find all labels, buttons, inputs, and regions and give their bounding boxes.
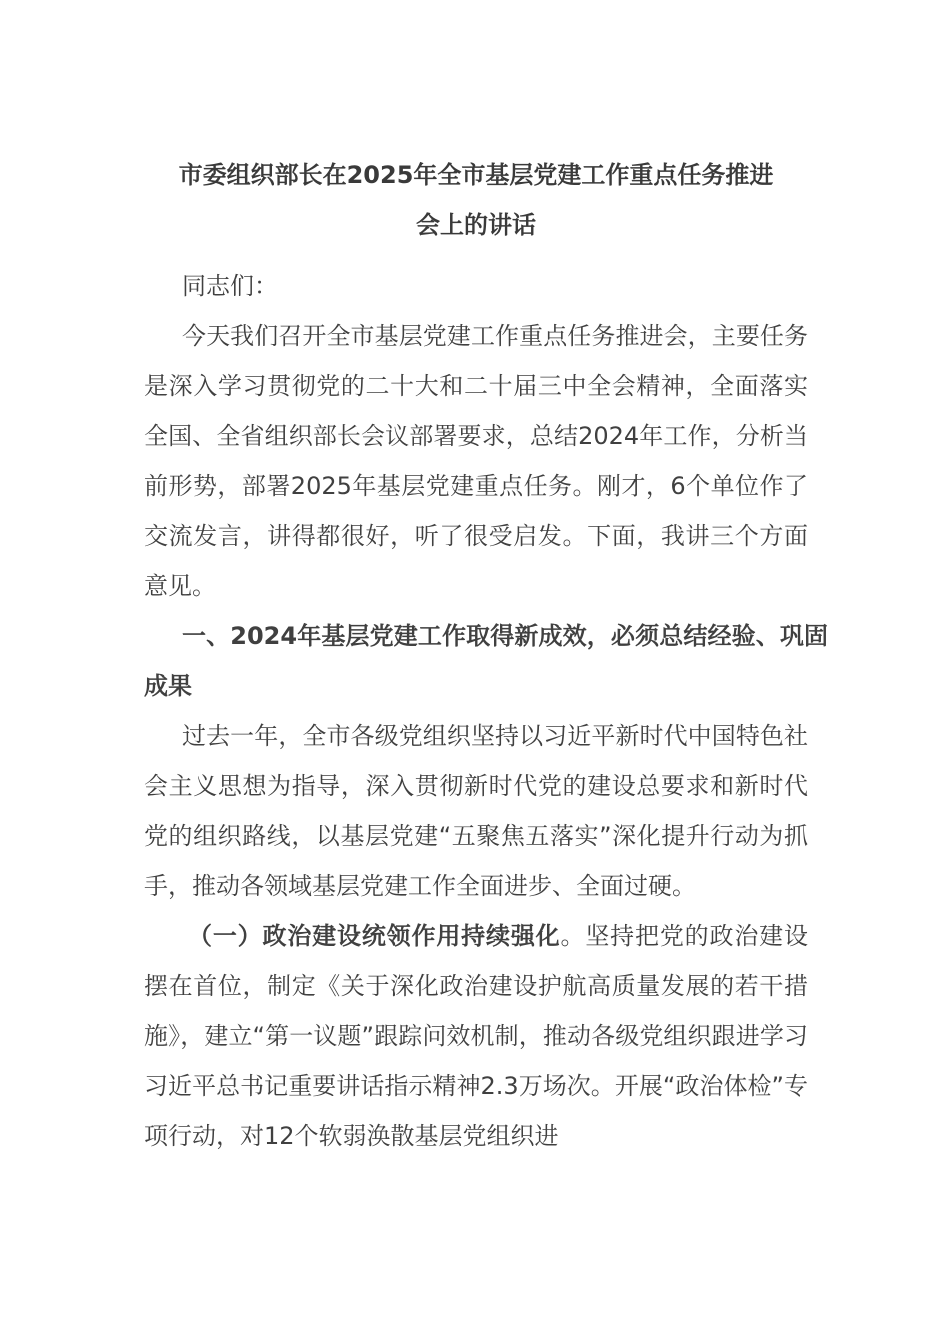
intro-paragraph: 今天我们召开全市基层党建工作重点任务推进会，主要任务是深入学习贯彻党的二十大和二十届三中全会精神，全面落实全国、全省组织部长会议部署要求，总结2024年工作，分析当前形势，部署2025年基层党建重点任务。刚才，6个单位作了交流发言，讲得都很好，听了很受启发。下面，我讲三个方面意见。 xyxy=(144,322,808,600)
subsection-1-heading: （一）政治建设统领作用持续强化 xyxy=(188,922,561,950)
document-title xyxy=(134,150,818,250)
title-line-2: 会上的讲话 xyxy=(416,211,536,239)
title-line-1: 市委组织部长在2025年全市基层党建工作重点任务推进 xyxy=(178,161,774,189)
section-1-paragraph: 过去一年，全市各级党组织坚持以习近平新时代中国特色社会主义思想为指导，深入贯彻新时代党的建设总要求和新时代党的组织路线，以基层党建“五聚焦五落实”深化提升行动为抓手，推动各领域基层党建工作全面进步、全面过硬。 xyxy=(144,722,808,900)
section-1-heading: 一、2024年基层党建工作取得新成效，必须总结经验、巩固成果 xyxy=(144,622,828,700)
subsection-1-text: 。坚持把党的政治建设摆在首位，制定《关于深化政治建设护航高质量发展的若干措施》，建立“第一议题”跟踪问效机制，推动各级党组织跟进学习习近平总书记重要讲话指示精神2.3万场次。开展“政治体检”专项行动，对12个软弱涣散基层党组织进 xyxy=(144,922,808,1150)
subsection-1-paragraph xyxy=(144,911,808,1161)
document-page xyxy=(144,150,828,1161)
salutation: 同志们： xyxy=(182,272,278,300)
